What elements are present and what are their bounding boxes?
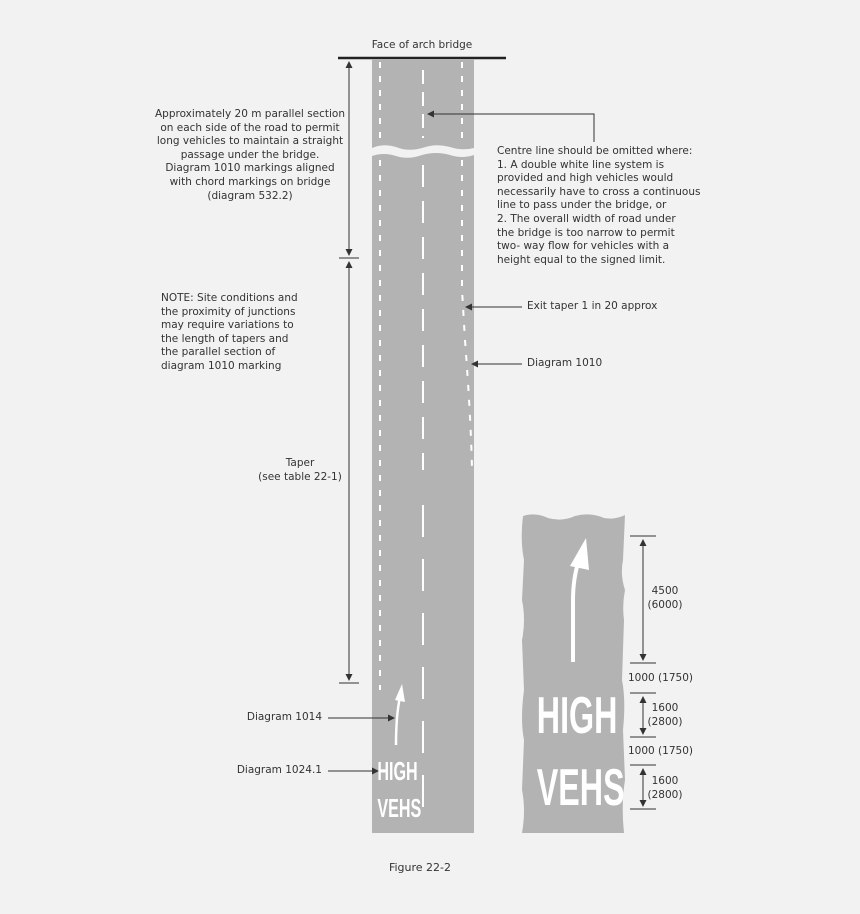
diagram-1014-label: Diagram 1014	[246, 711, 322, 723]
figure-caption: Figure 22-2	[388, 861, 452, 874]
diagram-1024-label: Diagram 1024.1	[236, 764, 322, 776]
dim-1000b-label: 1000 (1750)	[628, 745, 693, 757]
detail-text-high: HIGH	[536, 687, 618, 745]
road-text-vehs: VEHS	[377, 793, 422, 823]
dim-1600a-label: 1600 (2800)	[647, 702, 683, 728]
taper-label: Taper (see table 22-1)	[258, 457, 342, 483]
centre-line-note: Centre line should be omitted where: 1. A double white line system is provided and high vehicles would necessarily have to cross a continuous line to pass under the bridge, or 2. The overall width of road under the bridge is too narrow to permit two- way flow for vehicles with a height equal to the signed limit.	[497, 145, 701, 266]
detail-text-vehs: VEHS	[536, 759, 625, 817]
exit-taper-label: Exit taper 1 in 20 approx	[527, 300, 658, 312]
dim-1600b-label: 1600 (2800)	[647, 775, 683, 801]
dim-4500-label: 4500 (6000)	[647, 585, 683, 611]
dim-1000a-label: 1000 (1750)	[628, 672, 693, 684]
parallel-section-note: Approximately 20 m parallel section on each side of the road to permit long vehicles to maintain a straight passage under the bridge. Diagram 1010 markings aligned with chord markings on bridge (diagram 532.2)	[154, 108, 346, 202]
diagram-1010-label: Diagram 1010	[527, 357, 603, 369]
road-text-high: HIGH	[377, 756, 418, 786]
site-conditions-note: NOTE: Site conditions and the proximity of junctions may require variations to the length of tapers and the parallel section of diagram 1010 marking	[161, 292, 298, 372]
face-of-bridge-label: Face of arch bridge	[371, 39, 473, 51]
